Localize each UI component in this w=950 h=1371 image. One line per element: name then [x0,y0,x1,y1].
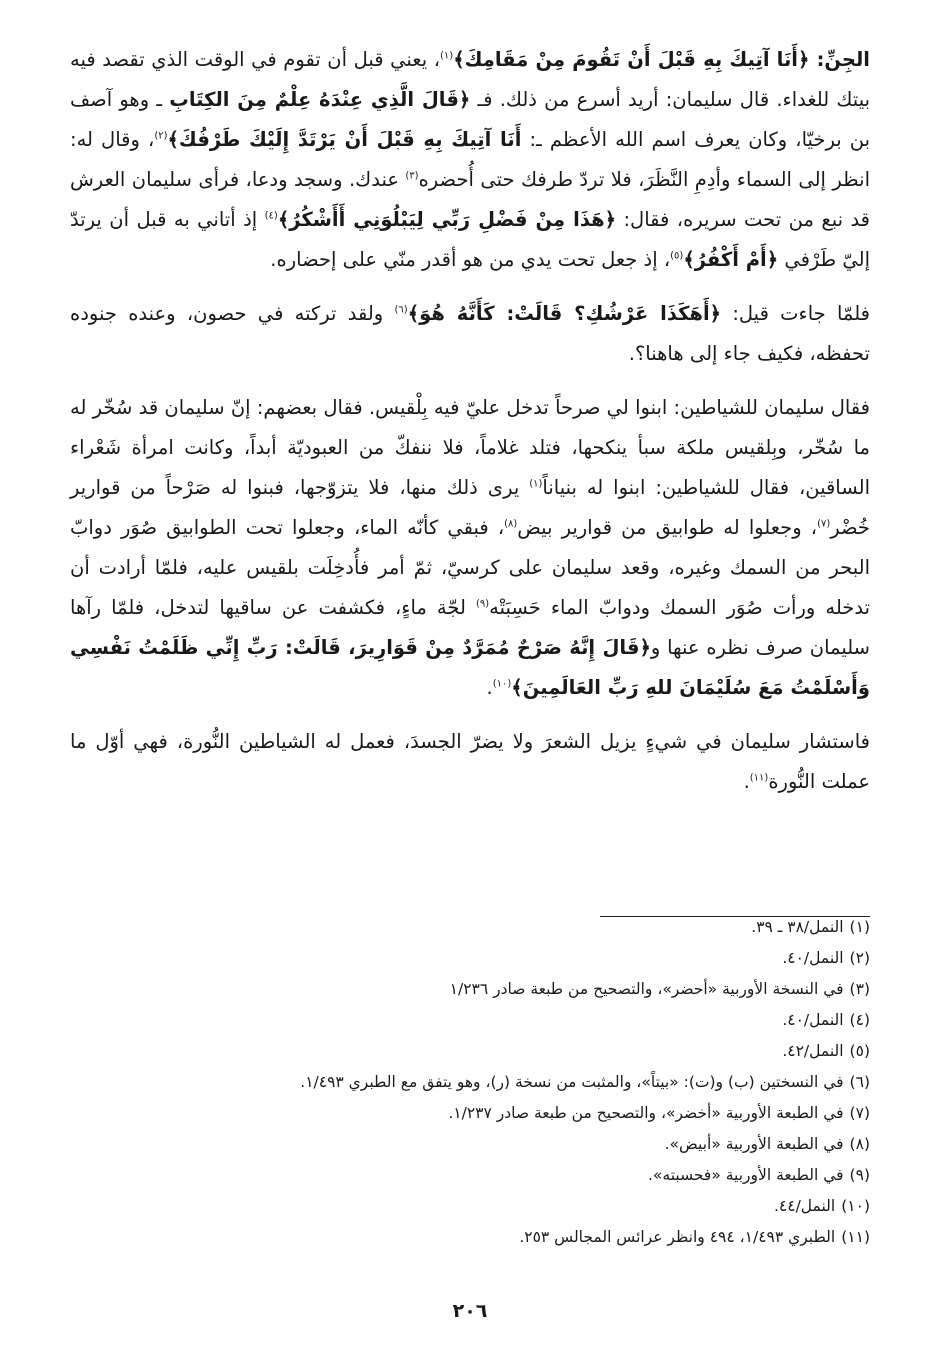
footnote-number: (٤) [849,1011,870,1029]
text-run: . [486,676,493,699]
footnote [70,1129,870,1160]
book-page [70,40,870,1340]
footnote-text: النمل/٤٠. [782,949,844,967]
footnote-number: (١٠) [841,1197,870,1215]
footnote [70,1005,870,1036]
text-run: فاستشار سليمان في شيءٍ يزيل الشعرَ ولا يضرّ الجسدَ، فعمل له الشياطين النُّورة، فهي أوّل ما عملت النُّورة [70,730,870,793]
footnote [70,1036,870,1067]
footnote-text: النمل/٤٠. [782,1011,844,1029]
body-text [70,40,870,802]
text-run: يرى ذلك منها، فلا يتزوّجها، فبنوا له صَرْحاً من قوارير خُضْر [70,476,870,539]
text-run: ولقد تركته في حصون، وعنده جنوده تحفظه، فكيف جاء إلى هاهنا؟. [70,302,870,365]
footnote [70,943,870,974]
footnote [70,974,870,1005]
page-number: ٢٠٦ [452,1300,488,1322]
quranic-quote: ﴿قَالَ الَّذِي عِنْدَهُ عِلْمٌ مِنَ الكِتَابِ [169,88,471,111]
quranic-quote: ﴿أَمْ أَكْفُرُ﴾ [683,248,779,271]
footnote-number: (٣) [849,980,870,998]
footnote-marker: (٣) [405,170,419,182]
footnote-text: في الطبعة الأوربية «أبيض». [664,1135,844,1153]
quranic-quote: ﴿هَذَا مِنْ فَضْلِ رَبِّي لِيَبْلُوَنِي أَأَشْكُرُ﴾ [277,208,617,231]
text-run: ، وجعلوا له طوابيق من قوارير بيض [517,516,818,539]
footnote-marker: (٧) [817,518,831,530]
footnote-marker: (٤) [264,210,278,222]
text-run: . [743,770,750,793]
footnote-number: (٥) [849,1042,870,1060]
quranic-quote: الجِنِّ: [809,48,870,71]
footnote-marker: (١١) [749,772,769,784]
footnote-number: (٦) [849,1073,870,1091]
text-run: فلمّا جاءت قيل: [721,302,870,325]
footnote-marker: (٩) [475,598,490,610]
paragraph [70,40,870,280]
footnote [70,1098,870,1129]
text-run: ، إذ جعل تحت يدي من هو أقدر منّي على إحضاره. [270,248,671,271]
text-run: ، وقال له: انظر إلى السماء وأدِمِ النَّظَرَ، فلا تردّ طرفك حتى أُحضره [70,128,870,191]
footnote-number: (٧) [849,1104,870,1122]
footnote-text: النمل/٣٨ ـ ٣٩. [751,918,844,936]
paragraph [70,722,870,802]
footnote-text: في النسختين (ب) و(ت): «بيتاً»، والمثبت من نسخة (ر)، وهو يتفق مع الطبري ١/٤٩٣. [300,1073,844,1091]
footnote [70,912,870,943]
text-run: فقال سليمان للشياطين: ابنوا لي صرحاً تدخل عليّ فيه بِلْقيس. فقال بعضهم: إنّ سليمان قد سُخّر له ما سُخّر، وبِلقيس ملكة سبأ ينكحها، فتلد غلاماً، فلا ننفكّ من العبوديّة أبداً، وكانت امرأة شَعْراء الساقين، فقال للشياطين: ابنوا له بنياناً [70,396,870,499]
footnote-marker: (٢) [154,130,168,142]
quranic-quote: ﴿أَهَكَذَا عَرْشُكِ؟ قَالَتْ: كَأَنَّهُ هُوَ﴾ [407,302,722,325]
footnote-number: (٨) [849,1135,870,1153]
text-run: لجّة ماءٍ، فكشفت عن ساقيها لتدخل، فلمّا رآها سليمان صرف نظره عنها و [70,596,870,659]
quranic-quote: أَنَا آتِيكَ بِهِ قَبْلَ أَنْ يَرْتَدَّ إِلَيْكَ طَرْفُكَ﴾ [167,128,522,151]
footnote-text: في الطبعة الأوربية «فحسبته». [648,1166,844,1184]
footnote-marker: (٨) [504,518,518,530]
footnote-number: (١) [849,918,870,936]
footnote [70,1160,870,1191]
footnote-number: (٢) [849,949,870,967]
footnote [70,1191,870,1222]
footnote-text: في الطبعة الأوربية «أخضر»، والتصحيح من طبعة صادر ١/٢٣٧. [448,1104,844,1122]
footnote-marker: (١) [440,50,454,62]
footnote-text: النمل/٤٢. [782,1042,844,1060]
footnote-number: (١١) [841,1228,870,1246]
text-run: إذ أتاني به قبل أن يرتدّ إليّ طَرْفي [70,208,870,271]
footnote-marker: (١٠) [492,678,512,690]
footnote-text: النمل/٤٤. [773,1197,836,1215]
footnote-number: (٩) [849,1166,870,1184]
footnote [70,1222,870,1253]
footnote-text: الطبري ١/٤٩٣، ٤٩٤ وانظر عرائس المجالس ٢٥٣. [519,1228,836,1246]
footnote-text: في النسخة الأوربية «أحضر»، والتصحيح من طبعة صادر ١/٢٣٦ [449,980,844,998]
footnote [70,1067,870,1098]
quranic-quote: ﴿أَنَا آتِيكَ بِهِ قَبْلَ أَنْ تَقُومَ مِنْ مَقَامِكَ﴾ [453,48,810,71]
paragraph [70,388,870,708]
text-run: عندك. وسجد ودعا، فرأى سليمان العرش قد نبع من تحت سريره، فقال: [70,168,871,231]
quranic-quote: ﴿قَالَ إِنَّهُ صَرْحٌ مُمَرَّدٌ مِنْ قَوَارِيرَ، قَالَتْ: رَبِّ إِنِّي ظَلَمْتُ نَفْسِي وَأَسْلَمْتُ مَعَ سُلَيْمَانَ للهِ رَبِّ العَالَمِينَ﴾ [70,636,870,699]
footnote-marker: (٥) [670,250,684,262]
footnote-marker: (٦) [394,304,408,316]
text-run: ، فبقي كأنّه الماء، وجعلوا تحت الطوابيق صُوَر دوابّ البحر من السمك وغيره، وقعد سليمان على كرسيّ، ثمّ أمر فأُدخِلَت بلقيس عليه، فلمّا أرادت أن تدخله ورأت صُوَر السمك ودوابّ الماء حَسِبَتْه [70,516,870,619]
text-run: ـ وهو آصف بن برخيّا، وكان يعرف اسم الله الأعظم ـ: [70,88,870,151]
paragraph [70,294,870,374]
footnotes [70,912,870,1253]
footnote-marker: (١) [529,478,543,490]
text-run: ، يعني قبل أن تقوم في الوقت الذي تقصد فيه بيتك للغداء. قال سليمان: أريد أسرع من ذلك. فـ [70,48,870,111]
